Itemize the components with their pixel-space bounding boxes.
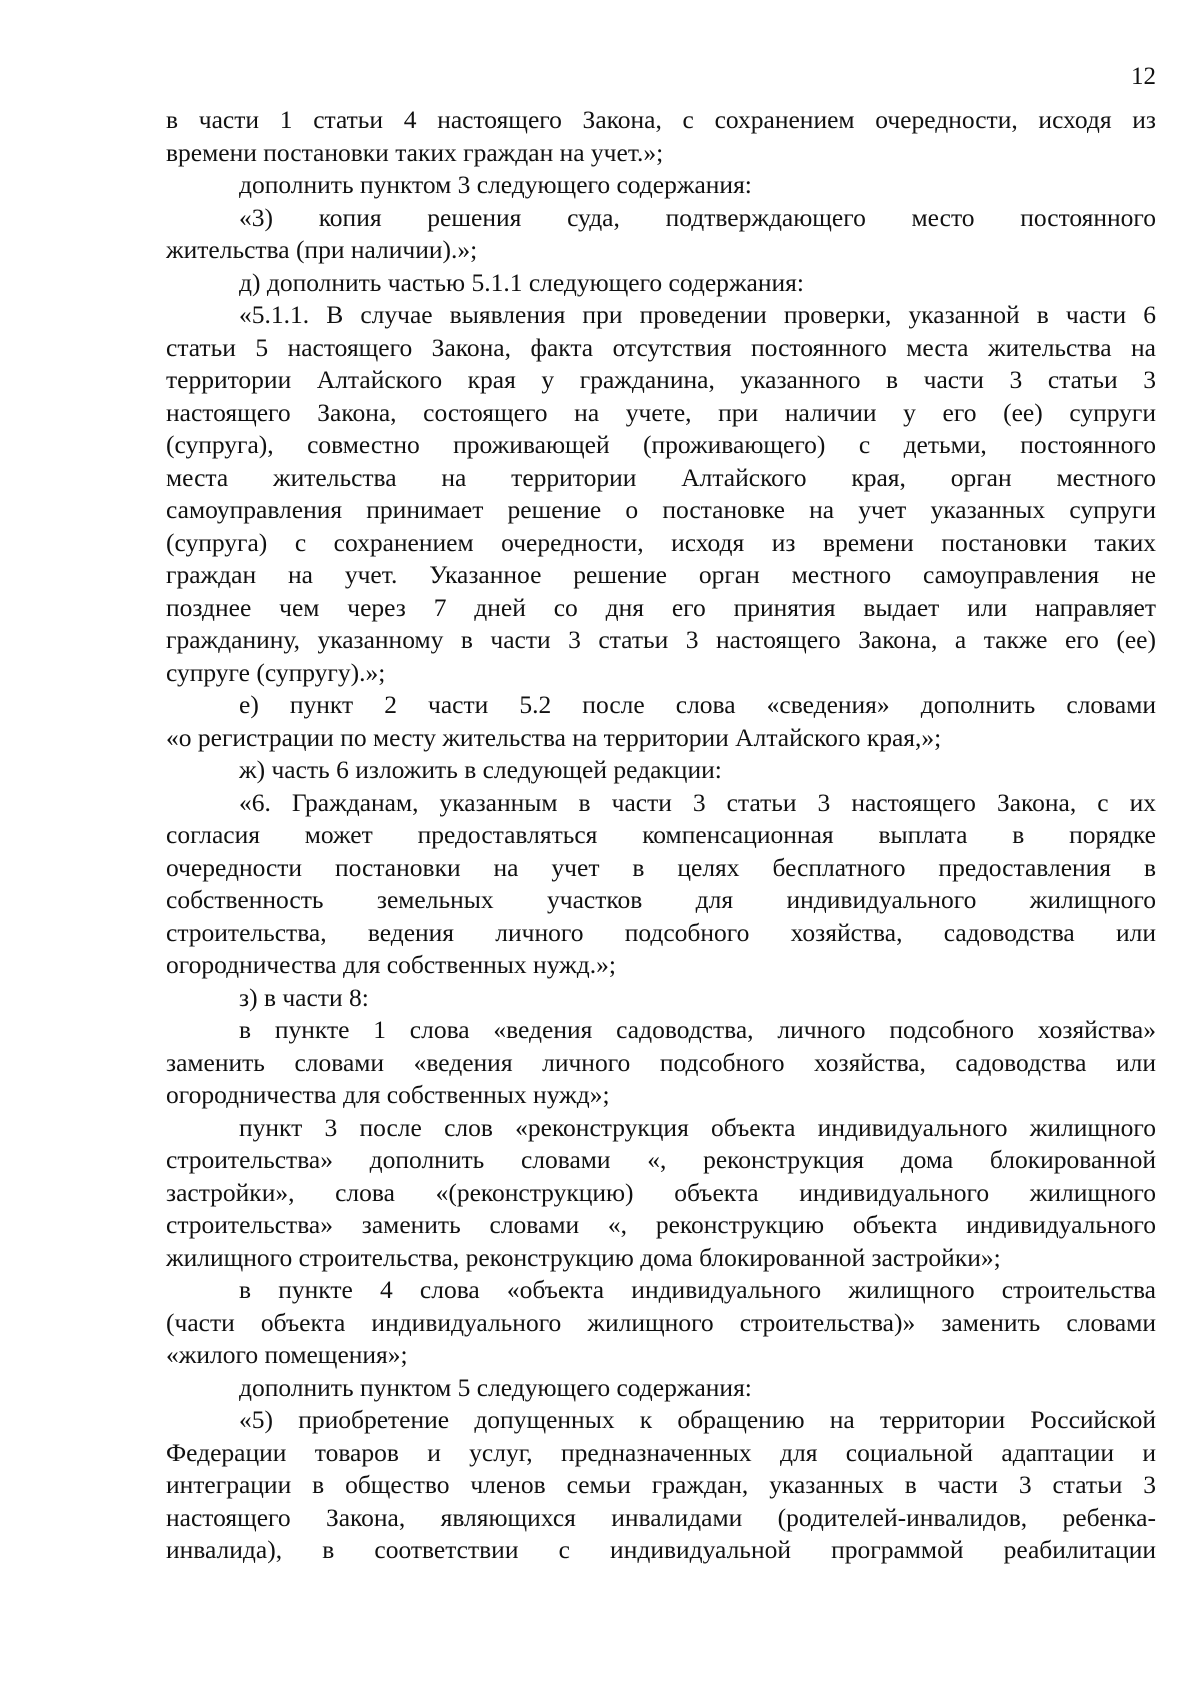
text-line: очередности постановки на учет в целях бесплатного предоставления в — [166, 852, 1156, 882]
text-line: Федерации товаров и услуг, предназначенных для социальной адаптации и — [166, 1437, 1156, 1467]
text-line: дополнить пунктом 3 следующего содержания: — [239, 170, 752, 199]
text-line: огородничества для собственных нужд.»; — [166, 950, 616, 979]
text-line: настоящего Закона, являющихся инвалидами (родителей-инвалидов, ребенка- — [166, 1502, 1156, 1532]
text-line: (части объекта индивидуального жилищного строительства)» заменить словами — [166, 1307, 1156, 1337]
document-body — [166, 104, 1156, 1567]
text-line: «6. Гражданам, указанным в части 3 статьи 3 настоящего Закона, с их — [239, 787, 1156, 817]
text-line: граждан на учет. Указанное решение орган местного самоуправления не — [166, 560, 1156, 589]
text-line: ж) часть 6 изложить в следующей редакции: — [239, 755, 722, 784]
page-number: 12 — [1131, 63, 1156, 90]
text-line: жилищного строительства, реконструкцию дома блокированной застройки»; — [166, 1242, 1001, 1272]
text-line: в части 1 статьи 4 настоящего Закона, с сохранением очередности, исходя из — [166, 105, 1156, 134]
text-line: з) в части 8: — [239, 982, 369, 1012]
text-line: (супруга) с сохранением очередности, исходя из времени постановки таких — [166, 527, 1156, 557]
text-line: в пункте 4 слова «объекта индивидуального жилищного строительства — [239, 1275, 1156, 1304]
text-line: (супруга), совместно проживающей (проживающего) с детьми, постоянного — [166, 430, 1156, 459]
text-line: территории Алтайского края у гражданина, указанного в части 3 статьи 3 — [166, 365, 1156, 394]
text-line: собственность земельных участков для индивидуального жилищного — [166, 885, 1156, 914]
text-line: жительства (при наличии).»; — [166, 235, 478, 264]
text-line: интеграции в общество членов семьи граждан, указанных в части 3 статьи 3 — [166, 1470, 1156, 1499]
text-line: заменить словами «ведения личного подсобного хозяйства, садоводства или — [166, 1047, 1156, 1077]
text-line: в пункте 1 слова «ведения садоводства, личного подсобного хозяйства» — [239, 1015, 1156, 1044]
text-line: «3) копия решения суда, подтверждающего место постоянного — [239, 202, 1156, 232]
text-line: позднее чем через 7 дней со дня его принятия выдает или направляет — [166, 592, 1156, 622]
text-line: строительства, ведения личного подсобного хозяйства, садоводства или — [166, 917, 1156, 947]
text-line: пункт 3 после слов «реконструкция объекта индивидуального жилищного — [239, 1112, 1156, 1142]
text-line: е) пункт 2 части 5.2 после слова «сведения» дополнить словами — [239, 690, 1156, 719]
text-line: согласия может предоставляться компенсационная выплата в порядке — [166, 820, 1156, 849]
text-line: инвалида), в соответствии с индивидуальной программой реабилитации — [166, 1535, 1156, 1564]
text-line: д) дополнить частью 5.1.1 следующего содержания: — [239, 267, 804, 297]
text-line: самоуправления принимает решение о постановке на учет указанных супруги — [166, 495, 1156, 524]
text-line: «жилого помещения»; — [166, 1340, 408, 1369]
text-line: строительства» заменить словами «, реконструкцию объекта индивидуального — [166, 1210, 1156, 1239]
text-line: строительства» дополнить словами «, реконструкция дома блокированной — [166, 1145, 1156, 1174]
text-line: времени постановки таких граждан на учет.»; — [166, 137, 664, 167]
text-line: настоящего Закона, состоящего на учете, при наличии у его (ее) супруги — [166, 397, 1156, 427]
text-line: «5) приобретение допущенных к обращению на территории Российской — [239, 1405, 1156, 1434]
text-line: «о регистрации по месту жительства на территории Алтайского края,»; — [166, 722, 942, 752]
text-line: «5.1.1. В случае выявления при проведении проверки, указанной в части 6 — [239, 300, 1156, 329]
text-line: гражданину, указанному в части 3 статьи 3 настоящего Закона, а также его (ее) — [166, 625, 1156, 654]
text-line: дополнить пунктом 5 следующего содержания: — [239, 1372, 752, 1402]
text-line: супруге (супругу).»; — [166, 657, 386, 687]
text-line: огородничества для собственных нужд»; — [166, 1080, 610, 1109]
text-line: застройки», слова «(реконструкцию) объекта индивидуального жилищного — [166, 1177, 1156, 1207]
text-line: статьи 5 настоящего Закона, факта отсутствия постоянного места жительства на — [166, 332, 1156, 362]
text-line: места жительства на территории Алтайского края, орган местного — [166, 462, 1156, 492]
